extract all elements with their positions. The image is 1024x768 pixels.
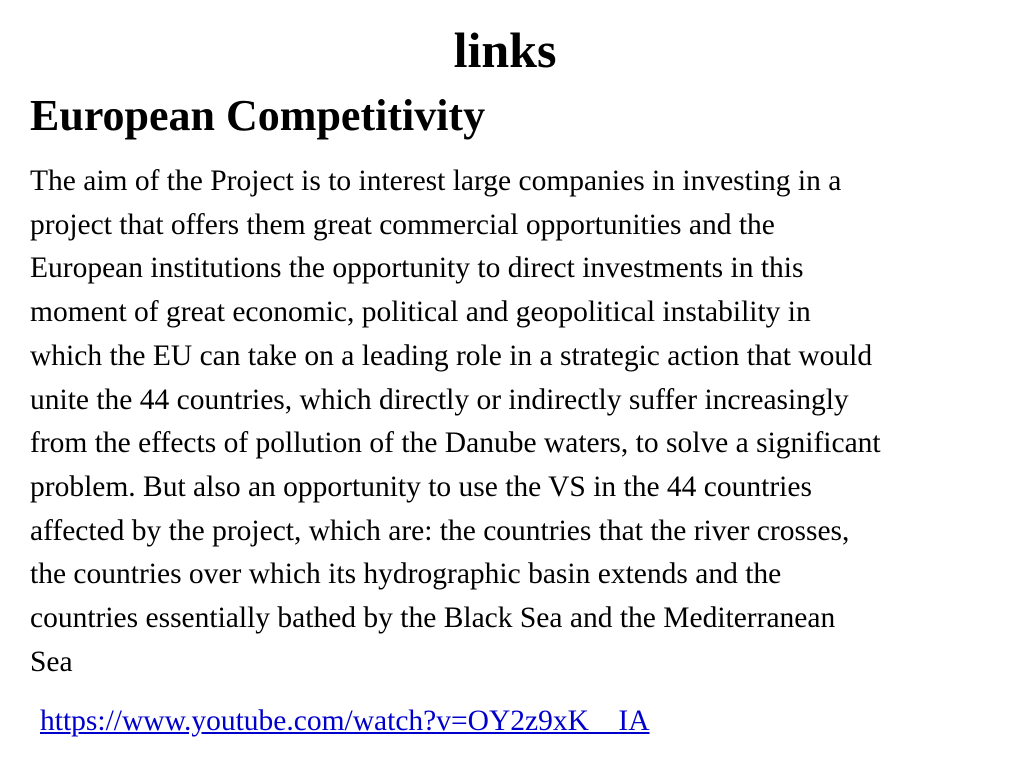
paragraph-line: which the EU can take on a leading role in a strategic action that would	[30, 339, 873, 372]
paragraph-line: the countries over which its hydrographic basin extends and the	[30, 558, 782, 591]
paragraph-line: Sea	[30, 645, 73, 678]
paragraph-line: unite the 44 countries, which directly or indirectly suffer increasingly	[30, 383, 849, 416]
paragraph-line: European institutions the opportunity to direct investments in this	[30, 252, 804, 285]
paragraph-line: problem. But also an opportunity to use the VS in the 44 countries	[30, 470, 812, 503]
body-paragraph	[30, 160, 1020, 684]
paragraph-line: The aim of the Project is to interest large companies in investing in a	[30, 165, 842, 197]
paragraph-line: countries essentially bathed by the Black Sea and the Mediterranean	[30, 602, 836, 635]
paragraph-line: from the effects of pollution of the Danube waters, to solve a significant	[30, 427, 881, 460]
paragraph-line: moment of great economic, political and geopolitical instability in	[30, 296, 811, 329]
page-title: links	[453, 22, 557, 78]
youtube-link[interactable]: https://www.youtube.com/watch?v=OY2z9xK__IA	[40, 705, 650, 737]
section-heading: European Competitivity	[30, 91, 486, 140]
paragraph-line: affected by the project, which are: the countries that the river crosses,	[30, 514, 850, 547]
paragraph-line: project that offers them great commercial opportunities and the	[30, 208, 775, 241]
